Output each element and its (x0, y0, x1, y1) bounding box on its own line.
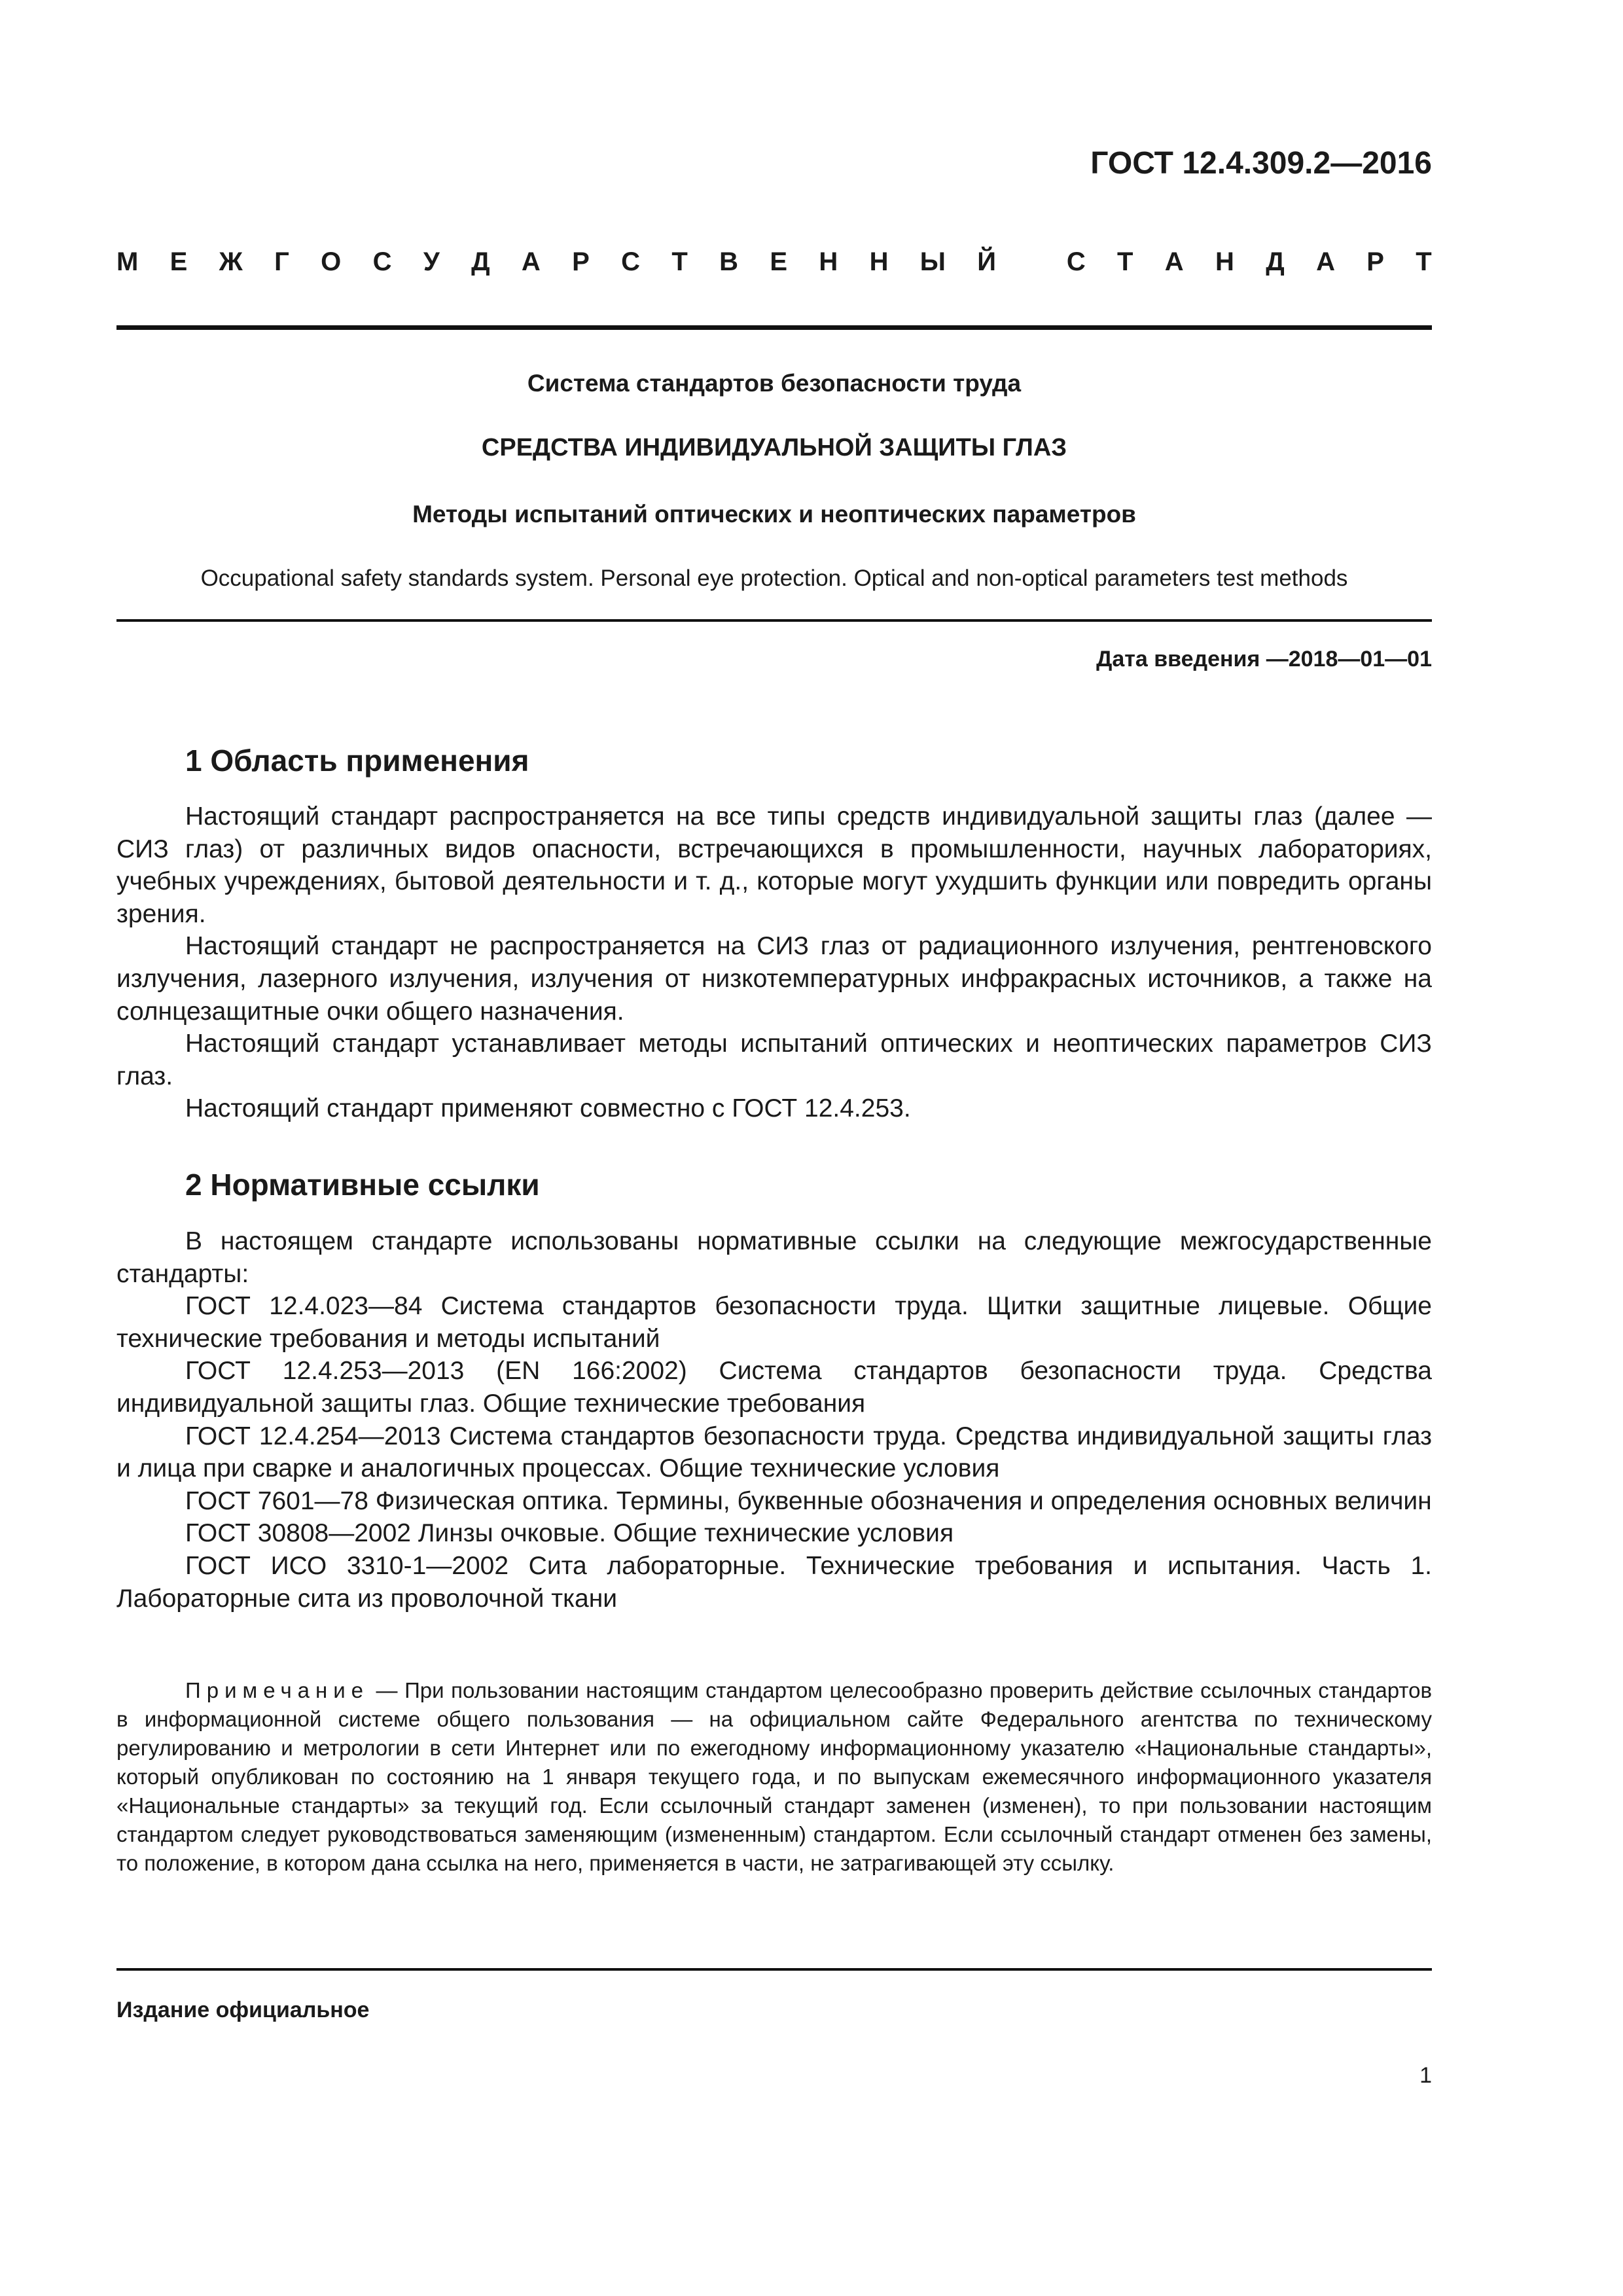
section-2-heading: 2 Нормативные ссылки (185, 1168, 540, 1202)
banner-gap (1027, 247, 1035, 277)
banner-letter: Т (671, 247, 688, 276)
interstate-standard-banner (116, 247, 1432, 277)
footer-divider (116, 1968, 1432, 1971)
page-number: 1 (1419, 2063, 1432, 2088)
banner-letter: В (719, 247, 738, 276)
title-english: Occupational safety standards system. Personal eye protection. Optical and non-optical parameters test methods (200, 565, 1348, 591)
note-label: Примечание (185, 1678, 370, 1702)
banner-letter: Р (572, 247, 590, 276)
banner-letter: А (1164, 247, 1184, 276)
section-2-intro: В настоящем стандарте использованы нормативные ссылки на следующие межгосударственные стандарты: (116, 1227, 1432, 1288)
banner-letter: Н (819, 247, 838, 276)
banner-letter: Н (869, 247, 889, 276)
title-divider (116, 619, 1432, 622)
banner-letter: Й (977, 247, 997, 276)
reference-item: ГОСТ 12.4.023—84 Система стандартов безопасности труда. Щитки защитные лицевые. Общие технические требования и методы испытаний (116, 1292, 1432, 1353)
introduction-date: Дата введения —2018—01—01 (1096, 647, 1432, 672)
title-main: СРЕДСТВА ИНДИВИДУАЛЬНОЙ ЗАЩИТЫ ГЛАЗ (481, 434, 1067, 461)
banner-letter: М (116, 247, 139, 276)
note-paragraph (116, 1676, 1432, 1878)
section-1-paragraph: Настоящий стандарт не распространяется на СИЗ глаз от радиационного излучения, рентгеновского излучения, лазерного излучения, излучения от низкотемпературных инфракрасных источников, а также на солнцезащитные очки общего назначения. (116, 932, 1432, 1026)
section-2-body (116, 1225, 1432, 1615)
title-system: Система стандартов безопасности труда (527, 370, 1022, 397)
section-1-paragraph: Настоящий стандарт устанавливает методы испытаний оптических и неоптических параметров СИЗ глаз. (116, 1030, 1432, 1090)
banner-letter: Д (1266, 247, 1285, 276)
banner-letter: Т (1117, 247, 1133, 276)
banner-letter: Н (1215, 247, 1234, 276)
reference-item: ГОСТ 12.4.254—2013 Система стандартов безопасности труда. Средства индивидуальной защиты глаз и лица при сварке и аналогичных процессах. Общие технические условия (116, 1422, 1432, 1483)
banner-letter: А (521, 247, 541, 276)
header-divider (116, 325, 1432, 330)
banner-letter: С (621, 247, 641, 276)
reference-item: ГОСТ ИСО 3310-1—2002 Сита лабораторные. Технические требования и испытания. Часть 1. Лабораторные сита из проволочной ткани (116, 1551, 1432, 1613)
reference-item: ГОСТ 12.4.253—2013 (EN 166:2002) Система стандартов безопасности труда. Средства индивидуальной защиты глаз. Общие технические требования (116, 1357, 1432, 1418)
document-number: ГОСТ 12.4.309.2—2016 (1090, 146, 1432, 181)
title-methods: Методы испытаний оптических и неоптических параметров (412, 501, 1136, 528)
banner-letter: Ы (919, 247, 946, 276)
banner-letter: С (372, 247, 392, 276)
banner-letter: О (321, 247, 342, 276)
banner-letter: Г (274, 247, 289, 276)
note-text: — При пользовании настоящим стандартом целесообразно проверить действие ссылочных стандартов в информационной системе общего пользования — на официальном сайте Федерального агентства по техническому регулированию и метрологии в сети Интернет или по ежегодному информационному указателю «Национальные стандарты», который опубликован по состоянию на 1 января текущего года, и по выпускам ежемесячного информационного указателя «Национальные стандарты» за текущий год. Если ссылочный стандарт заменен (изменен), то при пользовании настоящим стандартом следует руководствоваться заменяющим (измененным) стандартом. Если ссылочный стандарт отменен без замены, то положение, в котором дана ссылка на него, применяется в части, не затрагивающей эту ссылку. (116, 1678, 1432, 1875)
section-1-paragraph: Настоящий стандарт применяют совместно с ГОСТ 12.4.253. (185, 1094, 911, 1123)
reference-item: ГОСТ 30808—2002 Линзы очковые. Общие технические условия (185, 1519, 954, 1548)
banner-letter: Р (1366, 247, 1384, 276)
banner-letter: А (1316, 247, 1335, 276)
reference-note (116, 1676, 1432, 1878)
section-1-paragraph: Настоящий стандарт распространяется на все типы средств индивидуальной защиты глаз (далее — СИЗ глаз) от различных видов опасности, встречающихся в промышленности, научных лабораториях, учебных учреждениях, бытовой деятельности и т. д., которые могут ухудшить функции или повредить органы зрения. (116, 802, 1432, 928)
banner-letter: Д (471, 247, 490, 276)
section-1-body (116, 800, 1432, 1125)
banner-letter: С (1066, 247, 1086, 276)
banner-letter: Ж (219, 247, 243, 276)
banner-letter: У (423, 247, 440, 276)
banner-letter: Е (770, 247, 788, 276)
section-1-heading: 1 Область применения (185, 744, 529, 778)
banner-letter: Т (1416, 247, 1432, 276)
official-edition-label: Издание официальное (116, 1998, 370, 2022)
reference-item: ГОСТ 7601—78 Физическая оптика. Термины, буквенные обозначения и определения основных величин (185, 1486, 1432, 1515)
banner-letter: Е (169, 247, 188, 276)
